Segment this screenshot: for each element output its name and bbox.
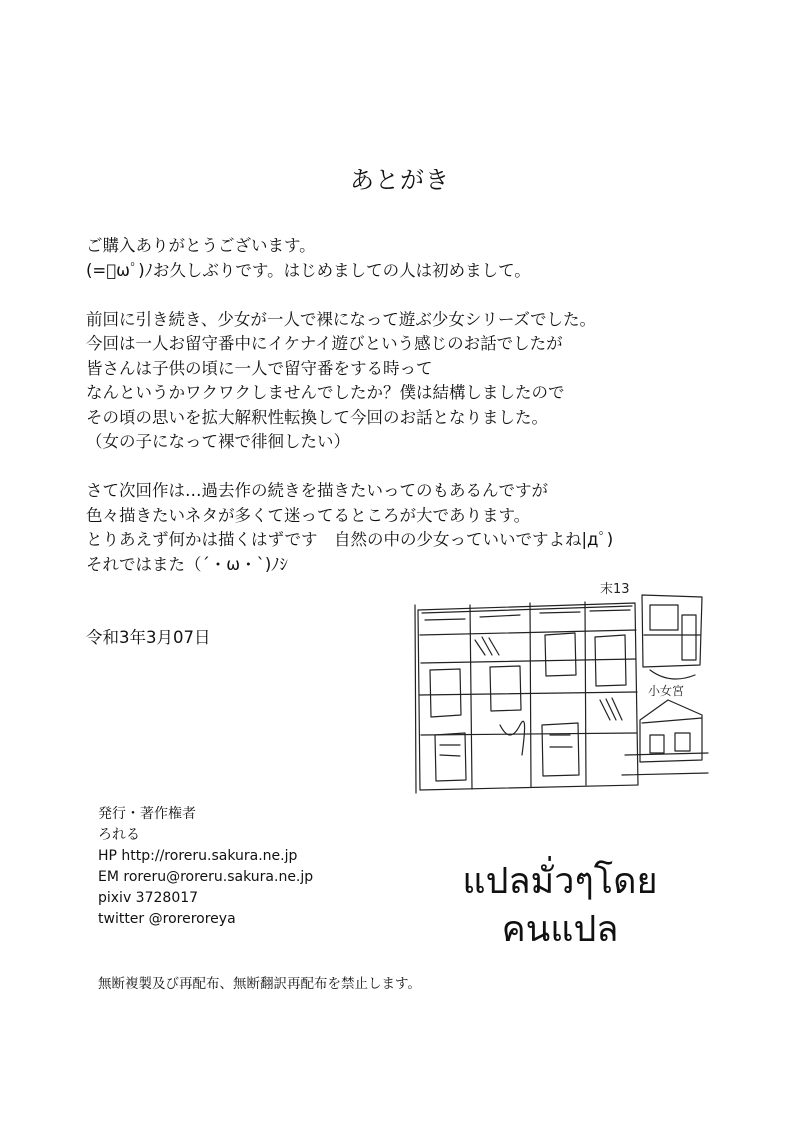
text-line: 色々描きたいネタが多くて迷ってるところが大であります。	[86, 505, 531, 525]
text-line: 皆さんは子供の頃に一人で留守番をする時って	[86, 358, 433, 378]
credits-block	[98, 804, 313, 930]
text-line: 今回は一人お留守番中にイケナイ遊びという感じのお話でしたが	[86, 334, 563, 353]
translator-name: คนแปล	[501, 909, 619, 950]
pixiv-id: pixiv 3728017	[98, 890, 199, 906]
text-line: 前回に引き続き、少女が一人で裸になって遊ぶ少女シリーズでした。	[86, 309, 597, 329]
twitter-handle: twitter @roreroreya	[98, 911, 236, 927]
paragraph-story	[86, 308, 726, 455]
publisher-label: 発行・著作権者	[98, 806, 196, 822]
translator-credit	[430, 858, 690, 954]
text-line: とりあえず何かは描くはずです 自然の中の少女っていいですよね|дﾟ)	[86, 530, 614, 549]
email-address: EM roreru@roreru.sakura.ne.jp	[98, 869, 314, 885]
afterword-body	[86, 234, 726, 602]
paragraph-next-work	[86, 479, 726, 577]
copyright-notice: 無断複製及び再配布、無断翻訳再配布を禁止します。	[98, 976, 421, 992]
text-line: (=ﾟωﾟ)ﾉお久しぶりです。はじめましての人は初めまして。	[86, 260, 531, 280]
author-name: ろれる	[98, 827, 140, 843]
text-line: ご購入ありがとうございます。	[86, 236, 316, 255]
homepage-link: HP http://roreru.sakura.ne.jp	[98, 848, 298, 864]
date: 令和3年3月07日	[86, 628, 211, 647]
sketch-label-middle: 小女宮	[648, 684, 685, 698]
text-line: なんというかワクワクしませんでしたか？僕は結構しましたので	[86, 383, 565, 402]
text-line: それではまた（´・ω・`)ﾉｼ	[86, 554, 288, 574]
text-line: （女の子になって裸で徘徊したい）	[86, 432, 350, 451]
translator-credit-line: แปลมั่วๆโดย	[462, 861, 658, 902]
text-line: その頃の思いを拡大解釈性転換して今回のお話となりました。	[86, 407, 548, 427]
paragraph-greeting	[86, 234, 726, 283]
building-sketch	[410, 575, 710, 805]
page-title: あとがき	[350, 166, 450, 194]
text-line: さて次回作は…過去作の続きを描きたいってのもあるんですが	[86, 481, 548, 500]
sketch-label-top: 末13	[600, 582, 630, 597]
